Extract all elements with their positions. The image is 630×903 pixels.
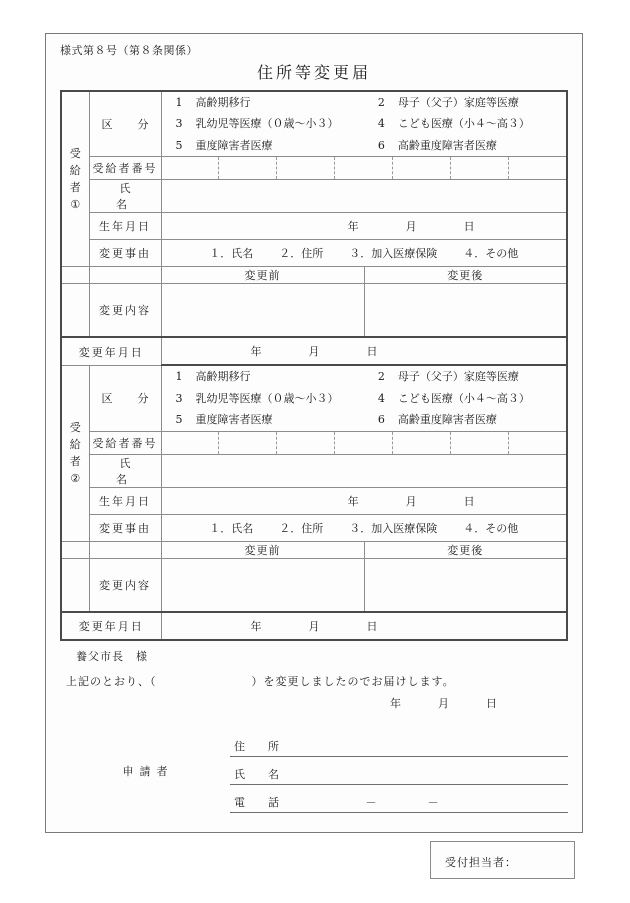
name-input-1[interactable] (161, 180, 567, 213)
number-cell[interactable] (393, 157, 451, 179)
form-page (45, 33, 583, 833)
category-option-row (162, 135, 567, 156)
table-row (61, 91, 567, 157)
applicant-block (60, 729, 568, 813)
number-cell[interactable] (277, 432, 335, 454)
table-row (61, 267, 567, 284)
number-cell[interactable] (219, 432, 277, 454)
option-text: 高齢期移行 (195, 370, 251, 384)
statement-prefix: 上記のとおり、（ (66, 674, 157, 688)
table-row (61, 454, 567, 487)
tel-dash: － (427, 795, 439, 809)
vlabel-char: 給 (69, 438, 81, 452)
vlabel-char: 者 (69, 455, 81, 469)
recipient-1-vertical-label (61, 91, 89, 267)
option-text: 高齢重度障害者医療 (397, 138, 497, 152)
spacer-cell (61, 267, 89, 284)
birth-date-input-2[interactable] (161, 487, 567, 514)
applicant-label: 申請者 (122, 764, 174, 778)
option-number: 5 (175, 413, 183, 427)
category-option[interactable] (162, 388, 372, 409)
number-cell[interactable] (509, 157, 566, 179)
change-content-label-1: 変更内容 (89, 284, 161, 338)
option-text: 高齢重度障害者医療 (397, 413, 497, 427)
category-option[interactable] (162, 92, 372, 113)
option-number: 3 (175, 117, 183, 131)
birth-date-input-1[interactable] (161, 213, 567, 240)
reason-option[interactable]: ３．加入医療保険 (349, 247, 438, 261)
main-form-table (60, 90, 568, 641)
category-option-row (162, 113, 567, 134)
category-label-2: 区 分 (89, 365, 161, 431)
change-date-input-1[interactable] (161, 337, 567, 365)
year-label: 年 (347, 220, 359, 234)
reason-option[interactable]: ４．その他 (463, 521, 519, 535)
day-label: 日 (486, 696, 497, 710)
statement-suffix: ）を変更しましたのでお届けします。 (251, 674, 455, 688)
category-option-row (162, 409, 567, 430)
after-header-2: 変更後 (364, 541, 567, 558)
birth-date-label-2: 生年月日 (89, 487, 161, 514)
reason-option[interactable]: ２．住所 (279, 247, 324, 261)
change-date-input-2[interactable] (161, 612, 567, 640)
option-text: こども医療（小４～高３） (397, 117, 530, 131)
page-title: 住所等変更届 (256, 63, 371, 82)
change-before-input-1[interactable] (161, 284, 364, 338)
option-text: 乳幼児等医療（０歳～小３） (195, 391, 339, 405)
vlabel-char: 給 (69, 164, 81, 178)
reason-option[interactable]: １．氏名 (209, 247, 254, 261)
date-line (162, 488, 567, 514)
name-input-2[interactable] (161, 454, 567, 487)
category-option[interactable] (372, 113, 566, 134)
spacer-cell (89, 267, 161, 284)
change-after-input-1[interactable] (364, 284, 567, 338)
reason-option[interactable]: ３．加入医療保険 (349, 521, 438, 535)
change-reason-options-2[interactable] (161, 514, 567, 541)
change-reason-options-1[interactable] (161, 240, 567, 267)
option-number: 1 (175, 370, 183, 384)
number-cell[interactable] (509, 432, 566, 454)
addressee: 養父市長 様 (76, 649, 148, 663)
number-cell[interactable] (277, 157, 335, 179)
date-line (162, 213, 567, 239)
recipient-number-input-1[interactable] (161, 157, 567, 180)
recipient-number-grid (162, 432, 567, 454)
applicant-tel-field[interactable] (230, 785, 568, 813)
month-label: 月 (405, 494, 417, 508)
change-before-input-2[interactable] (161, 558, 364, 612)
number-cell[interactable] (162, 157, 220, 179)
spacer-cell (61, 541, 89, 558)
reason-line (162, 240, 567, 266)
option-text: こども医療（小４～高３） (397, 391, 530, 405)
spacer-cell (89, 541, 161, 558)
number-cell[interactable] (162, 432, 220, 454)
recipient-number-label-2: 受給者番号 (89, 431, 161, 454)
table-row (61, 612, 567, 640)
change-date-label-1: 変更年月日 (61, 337, 161, 365)
category-option[interactable] (162, 113, 372, 134)
table-row (61, 284, 567, 338)
number-cell[interactable] (335, 432, 393, 454)
reason-option[interactable]: ２．住所 (279, 521, 324, 535)
category-option[interactable] (372, 92, 566, 113)
applicant-name-field[interactable] (230, 757, 568, 785)
after-header-1: 変更後 (364, 267, 567, 284)
category-options-2 (161, 365, 567, 431)
receipt-box (430, 841, 575, 879)
name-label: 氏 名 (234, 767, 285, 781)
number-cell[interactable] (451, 157, 509, 179)
recipient-number-label-1: 受給者番号 (89, 157, 161, 180)
category-option[interactable] (162, 409, 372, 430)
spacer-cell (61, 284, 89, 338)
option-number: 4 (377, 391, 385, 405)
receipt-label: 受付担当者： (445, 856, 517, 869)
category-option[interactable] (162, 366, 372, 387)
option-number: 2 (377, 96, 385, 109)
month-label: 月 (405, 220, 417, 234)
month-label: 月 (308, 345, 320, 359)
vlabel-char: 受 (69, 421, 81, 435)
table-row (61, 541, 567, 558)
date-spacer (162, 343, 251, 359)
table-row (61, 157, 567, 180)
option-text: 重度障害者医療 (195, 413, 273, 427)
number-cell[interactable] (219, 157, 277, 179)
before-header-2: 変更前 (161, 541, 364, 558)
month-label: 月 (438, 696, 449, 710)
tel-label: 電 話 (234, 795, 285, 809)
change-after-input-2[interactable] (364, 558, 567, 612)
change-content-label-2: 変更内容 (89, 558, 161, 612)
category-option[interactable] (372, 388, 566, 409)
change-reason-label-1: 変更事由 (89, 240, 161, 267)
option-text: 母子（父子）家庭等医療 (397, 96, 519, 109)
table-row (61, 514, 567, 541)
table-row (61, 487, 567, 514)
category-option-row (162, 92, 567, 113)
category-option-row (162, 388, 567, 409)
date-line (162, 613, 567, 639)
vlabel-char: 者 (69, 181, 81, 195)
year-label: 年 (250, 619, 262, 633)
option-number: 1 (175, 96, 183, 109)
reason-option[interactable]: ４．その他 (463, 247, 519, 261)
vlabel-char: 受 (69, 147, 81, 161)
day-label: 日 (366, 345, 378, 359)
number-cell[interactable] (451, 432, 509, 454)
recipient-number-grid (162, 157, 567, 179)
application-section (60, 648, 568, 813)
spacer-cell (61, 558, 89, 612)
recipient-2-vertical-label (61, 365, 89, 541)
date-spacer (162, 493, 348, 509)
table-row (61, 180, 567, 213)
address-label: 住 所 (234, 739, 285, 753)
option-number: 5 (175, 138, 183, 152)
date-spacer (162, 618, 251, 634)
recipient-number-input-2[interactable] (161, 431, 567, 454)
table-row (61, 213, 567, 240)
month-label: 月 (308, 619, 320, 633)
change-reason-label-2: 変更事由 (89, 514, 161, 541)
reason-option[interactable]: １．氏名 (209, 521, 254, 535)
table-row (61, 240, 567, 267)
option-text: 母子（父子）家庭等医療 (397, 370, 519, 384)
category-option[interactable] (372, 135, 566, 156)
name-label-2: 氏 名 (89, 454, 161, 487)
option-number: 6 (377, 138, 385, 152)
category-option[interactable] (372, 409, 566, 430)
day-label: 日 (463, 494, 475, 508)
table-row (61, 337, 567, 365)
number-cell[interactable] (393, 432, 451, 454)
option-number: 4 (377, 117, 385, 131)
option-number: 2 (377, 370, 385, 384)
option-number: 6 (377, 413, 385, 427)
application-date-line[interactable] (60, 695, 568, 711)
day-label: 日 (366, 619, 378, 633)
tel-dash: － (365, 795, 377, 809)
reason-line (162, 515, 567, 541)
year-label: 年 (390, 696, 401, 710)
year-label: 年 (250, 345, 262, 359)
number-cell[interactable] (335, 157, 393, 179)
category-option-row (162, 366, 567, 387)
name-label-1: 氏 名 (89, 180, 161, 213)
option-text: 重度障害者医療 (195, 138, 273, 152)
change-date-label-2: 変更年月日 (61, 612, 161, 640)
category-label-1: 区 分 (89, 91, 161, 157)
table-row (61, 365, 567, 431)
birth-date-label-1: 生年月日 (89, 213, 161, 240)
option-number: 3 (175, 391, 183, 405)
vlabel-char: ① (70, 198, 81, 212)
date-line (162, 338, 567, 364)
year-label: 年 (347, 494, 359, 508)
applicant-fields (230, 729, 568, 813)
before-header-1: 変更前 (161, 267, 364, 284)
applicant-address-field[interactable] (230, 729, 568, 757)
vlabel-char: ② (70, 472, 81, 486)
table-row (61, 558, 567, 612)
table-row (61, 431, 567, 454)
category-option[interactable] (372, 366, 566, 387)
form-number: 様式第８号（第８条関係） (60, 44, 198, 57)
statement-line (60, 673, 568, 689)
category-options-1 (161, 91, 567, 157)
category-option[interactable] (162, 135, 372, 156)
day-label: 日 (463, 220, 475, 234)
date-spacer (162, 218, 348, 234)
option-text: 高齢期移行 (195, 96, 251, 109)
option-text: 乳幼児等医療（０歳～小３） (195, 117, 339, 131)
